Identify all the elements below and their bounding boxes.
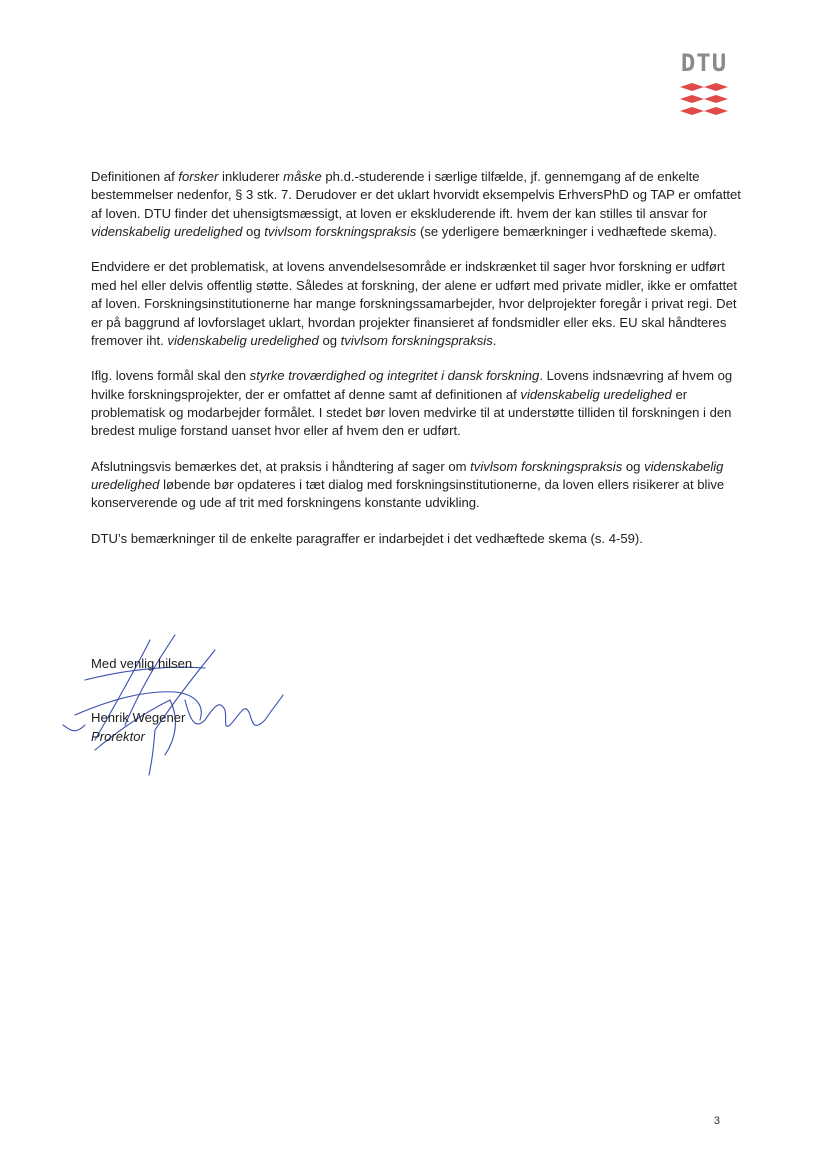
body-paragraph — [91, 258, 751, 350]
signatory-name: Henrik Wegener — [91, 710, 186, 726]
logo-diamond — [680, 95, 704, 103]
text-run: løbende bør opdateres i tæt dialog med forskningsinstitutionerne, da loven ellers risikerer at blive konserverende og ude af trit med forskningens konstante udvikling. — [91, 477, 725, 511]
logo-diamond — [704, 83, 728, 91]
text-run: Definitionen af — [91, 169, 179, 184]
dtu-logo-emblem — [680, 82, 728, 118]
italic-text: tvivlsom forskningspraksis — [470, 458, 623, 474]
text-run: . — [492, 333, 497, 349]
letter-body — [91, 168, 751, 565]
text-run: ph.d.-studerende i særlige tilfælde, jf. gennemgang af de enkelte bestemmelser nedenfor, § 3 stk. 7. Derudover er det uklart hvorvidt eksempelvis ErhversPhD og TAP er omfattet af loven. DTU finder det uhensigtsmæssigt, at loven er ekskluderende ift. hvem der kan stilles til ansvar for — [91, 169, 741, 221]
italic-text: videnskabelig uredelighed — [520, 386, 672, 402]
italic-text: videnskabelig uredelighed — [91, 224, 243, 240]
italic-text: tvivlsom forskningspraksis — [264, 224, 417, 240]
dtu-logo-text: DTU — [680, 49, 728, 77]
signatory-role: Prorektor — [91, 728, 145, 744]
text-run: inkluderer — [218, 169, 284, 184]
body-paragraph — [91, 530, 751, 548]
page-number: 3 — [713, 1115, 720, 1127]
text-run: og — [318, 333, 341, 349]
text-run: og — [622, 458, 645, 474]
body-paragraph — [91, 458, 751, 513]
logo-diamond — [680, 107, 704, 115]
text-run: Afslutningsvis bemærkes det, at praksis i håndtering af sager om — [91, 458, 471, 474]
body-paragraph — [91, 168, 751, 242]
text-run: (se yderligere bemærkninger i vedhæftede skema). — [416, 224, 717, 240]
dtu-logo — [676, 50, 732, 122]
italic-text: forsker — [178, 169, 219, 184]
logo-diamond — [704, 95, 728, 103]
text-run: er problematisk og modarbejder formålet. I stedet bør loven medvirke til at understøtte tilliden til forskningen i den bredest mulige forstand uanset hvor eller af hvem den er udført. — [91, 386, 732, 439]
text-run: og — [242, 224, 265, 240]
logo-diamond — [704, 107, 728, 115]
body-paragraph — [91, 367, 751, 441]
italic-text: styrke troværdighed og integritet i dansk forskning — [249, 368, 540, 384]
text-run: Iflg. lovens formål skal den — [91, 368, 250, 384]
italic-text: videnskabelig uredelighed — [167, 333, 319, 349]
italic-text: tvivlsom forskningspraksis — [340, 333, 493, 349]
text-run: Endvidere er det problematisk, at lovens anvendelsesområde er indskrænket til sager hvor forskning er udført med hel eller delvis offentlig støtte. Således at forskning, der alene er udført med private midler, ikke er omfattet af loven. Forskningsinstitutionerne har mange forskningssamarbejder, hvor delprojekter foregår i privat regi. Det er på baggrund af lovforslaget uklart, hvordan projekter finansieret af fondsmidler eller eks. EU skal håndteres fremover iht. — [91, 259, 738, 349]
text-run: . Lovens indsnævring af hvem og hvilke forskningsprojekter, der er omfattet af denne samt af definitionen af — [91, 368, 733, 402]
letter-closing — [91, 655, 391, 746]
closing-greeting: Med venlig hilsen — [91, 656, 193, 671]
italic-text: måske — [283, 169, 322, 184]
italic-text: videnskabelig uredelighed — [91, 458, 724, 493]
logo-diamond — [680, 83, 704, 91]
text-run: DTU’s bemærkninger til de enkelte paragraffer er indarbejdet i det vedhæftede skema (s. 4-59). — [91, 530, 643, 546]
